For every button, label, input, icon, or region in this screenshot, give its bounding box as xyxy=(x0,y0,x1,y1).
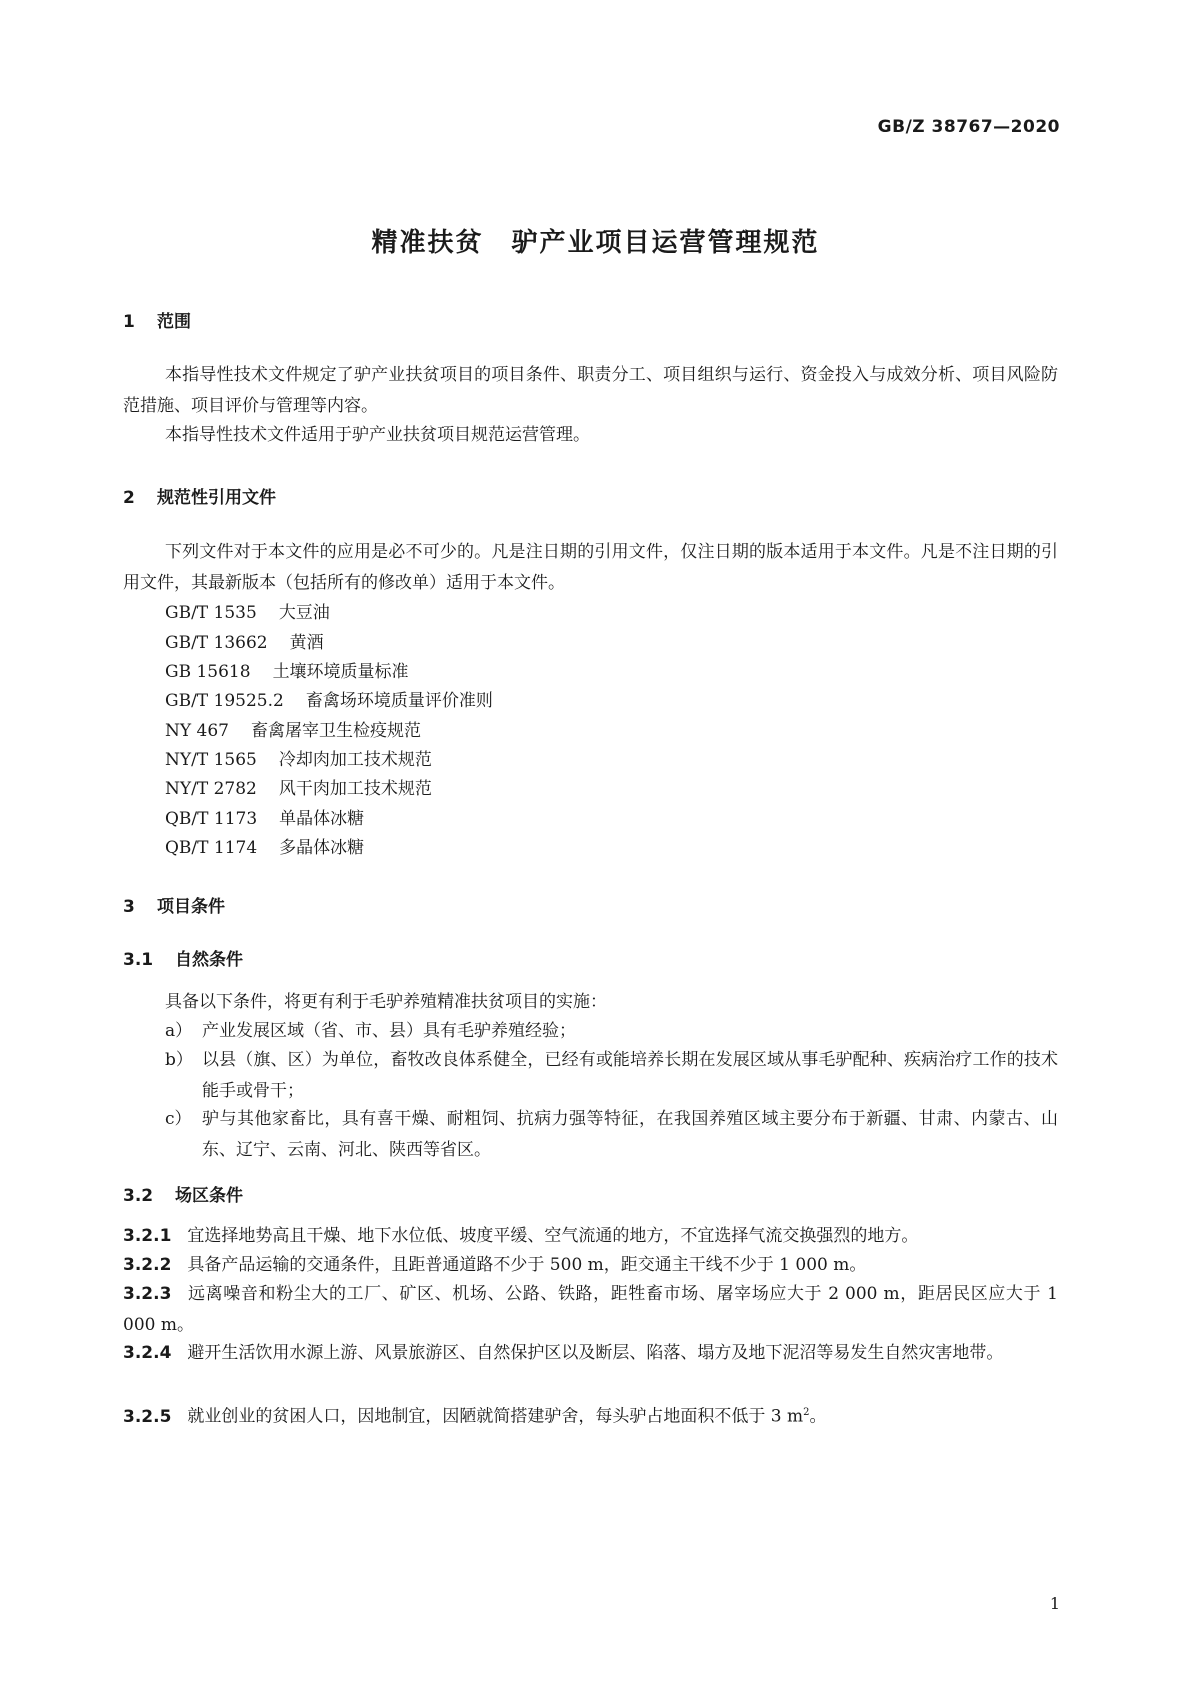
section-2-paragraph-1: 下列文件对于本文件的应用是必不可少的。凡是注日期的引用文件，仅注日期的版本适用于本文件。凡是不注日期的引用文件，其最新版本（包括所有的修改单）适用于本文件。 xyxy=(123,542,1058,593)
reference-name: 黄酒 xyxy=(289,633,324,653)
list-item-text: 以县（旗、区）为单位，畜牧改良体系健全，已经有或能培养长期在发展区域从事毛驴配种、疾病治疗工作的技术能手或骨干； xyxy=(202,1050,1058,1101)
list-item-text: 驴与其他家畜比，具有喜干燥、耐粗饲、抗病力强等特征，在我国养殖区域主要分布于新疆、甘肃、内蒙古、山东、辽宁、云南、河北、陕西等省区。 xyxy=(202,1109,1058,1160)
list-item xyxy=(165,1104,1058,1166)
reference-code: NY/T 2782 xyxy=(165,779,257,799)
reference-item xyxy=(165,774,432,799)
section-title: 规范性引用文件 xyxy=(157,488,276,508)
section-1-paragraph-2: 本指导性技术文件适用于驴产业扶贫项目规范运营管理。 xyxy=(165,425,590,445)
list-item xyxy=(165,1045,1058,1107)
reference-item xyxy=(165,716,421,741)
section-1-heading xyxy=(123,307,191,332)
section-3-heading xyxy=(123,892,225,917)
reference-code: GB/T 1535 xyxy=(165,603,257,623)
section-title: 范围 xyxy=(157,312,191,332)
subsection-3-1-intro: 具备以下条件，将更有利于毛驴养殖精准扶贫项目的实施： xyxy=(165,992,607,1012)
list-item xyxy=(165,1016,1058,1047)
subsection-3-1-heading xyxy=(123,945,243,970)
reference-code: GB/T 19525.2 xyxy=(165,691,284,711)
clause-text: 远离噪音和粉尘大的工厂、矿区、机场、公路、铁路，距牲畜市场、屠宰场应大于 2 000 m，距居民区应大于 1 000 m。 xyxy=(123,1284,1058,1335)
reference-name: 单晶体冰糖 xyxy=(279,809,365,829)
section-number: 1 xyxy=(123,312,135,332)
reference-code: QB/T 1173 xyxy=(165,809,258,829)
reference-code: NY 467 xyxy=(165,721,229,741)
clause-number: 3.2.1 xyxy=(123,1226,172,1246)
superscript: 2 xyxy=(803,1407,810,1418)
page-number: 1 xyxy=(1049,1594,1060,1613)
clause-number: 3.2.2 xyxy=(123,1255,172,1275)
reference-name: 畜禽屠宰卫生检疫规范 xyxy=(250,721,421,741)
reference-name: 土壤环境质量标准 xyxy=(272,662,409,682)
list-item-label: a） xyxy=(165,1021,193,1041)
clause-text: 避开生活饮用水源上游、风景旅游区、自然保护区以及断层、陷落、塌方及地下泥沼等易发生自然灾害地带。 xyxy=(187,1343,1004,1363)
clause xyxy=(123,1338,1058,1369)
clause-tail: 。 xyxy=(809,1406,827,1427)
reference-code: GB/T 13662 xyxy=(165,633,268,653)
reference-name: 风干肉加工技术规范 xyxy=(278,779,432,799)
section-2-heading xyxy=(123,483,276,508)
section-title: 项目条件 xyxy=(157,897,225,917)
subsection-title: 场区条件 xyxy=(175,1186,243,1206)
reference-code: QB/T 1174 xyxy=(165,838,258,858)
reference-name: 畜禽场环境质量评价准则 xyxy=(305,691,493,711)
clause-number: 3.2.4 xyxy=(123,1343,172,1363)
reference-name: 大豆油 xyxy=(278,603,330,623)
clause xyxy=(123,1279,1058,1341)
reference-code: NY/T 1565 xyxy=(165,750,257,770)
reference-item xyxy=(165,804,364,829)
subsection-3-2-heading xyxy=(123,1181,243,1206)
list-item-text: 产业发展区域（省、市、县）具有毛驴养殖经验； xyxy=(202,1021,576,1041)
section-1-paragraph-1: 本指导性技术文件规定了驴产业扶贫项目的项目条件、职责分工、项目组织与运行、资金投入与成效分析、项目风险防范措施、项目评价与管理等内容。 xyxy=(123,365,1058,416)
clause-number: 3.2.3 xyxy=(123,1284,172,1304)
reference-item xyxy=(165,628,324,653)
reference-item xyxy=(165,745,432,770)
clause xyxy=(123,1397,1058,1433)
standard-number: GB/Z 38767—2020 xyxy=(877,117,1060,137)
reference-item xyxy=(165,598,330,623)
clause xyxy=(123,1250,1058,1281)
reference-item xyxy=(165,686,493,711)
reference-name: 冷却肉加工技术规范 xyxy=(278,750,432,770)
reference-name: 多晶体冰糖 xyxy=(279,838,365,858)
clause-text: 宜选择地势高且干燥、地下水位低、坡度平缓、空气流通的地方，不宜选择气流交换强烈的地方。 xyxy=(187,1226,919,1246)
subsection-title: 自然条件 xyxy=(175,950,243,970)
section-number: 3 xyxy=(123,897,135,917)
subsection-number: 3.2 xyxy=(123,1186,154,1206)
reference-item xyxy=(165,657,409,682)
clause-text: 就业创业的贫困人口，因地制宜，因陋就简搭建驴舍，每头驴占地面积不低于 3 m xyxy=(187,1406,804,1427)
subsection-number: 3.1 xyxy=(123,950,154,970)
clause-number: 3.2.5 xyxy=(123,1406,172,1427)
reference-item xyxy=(165,833,364,858)
reference-code: GB 15618 xyxy=(165,662,251,682)
document-title: 精准扶贫 驴产业项目运营管理规范 xyxy=(371,228,820,258)
list-item-label: b） xyxy=(165,1050,193,1070)
clause xyxy=(123,1221,1058,1252)
clause-text: 具备产品运输的交通条件，且距普通道路不少于 500 m，距交通主干线不少于 1 000 m。 xyxy=(187,1255,867,1275)
list-item-label: c） xyxy=(165,1109,192,1129)
section-number: 2 xyxy=(123,488,135,508)
